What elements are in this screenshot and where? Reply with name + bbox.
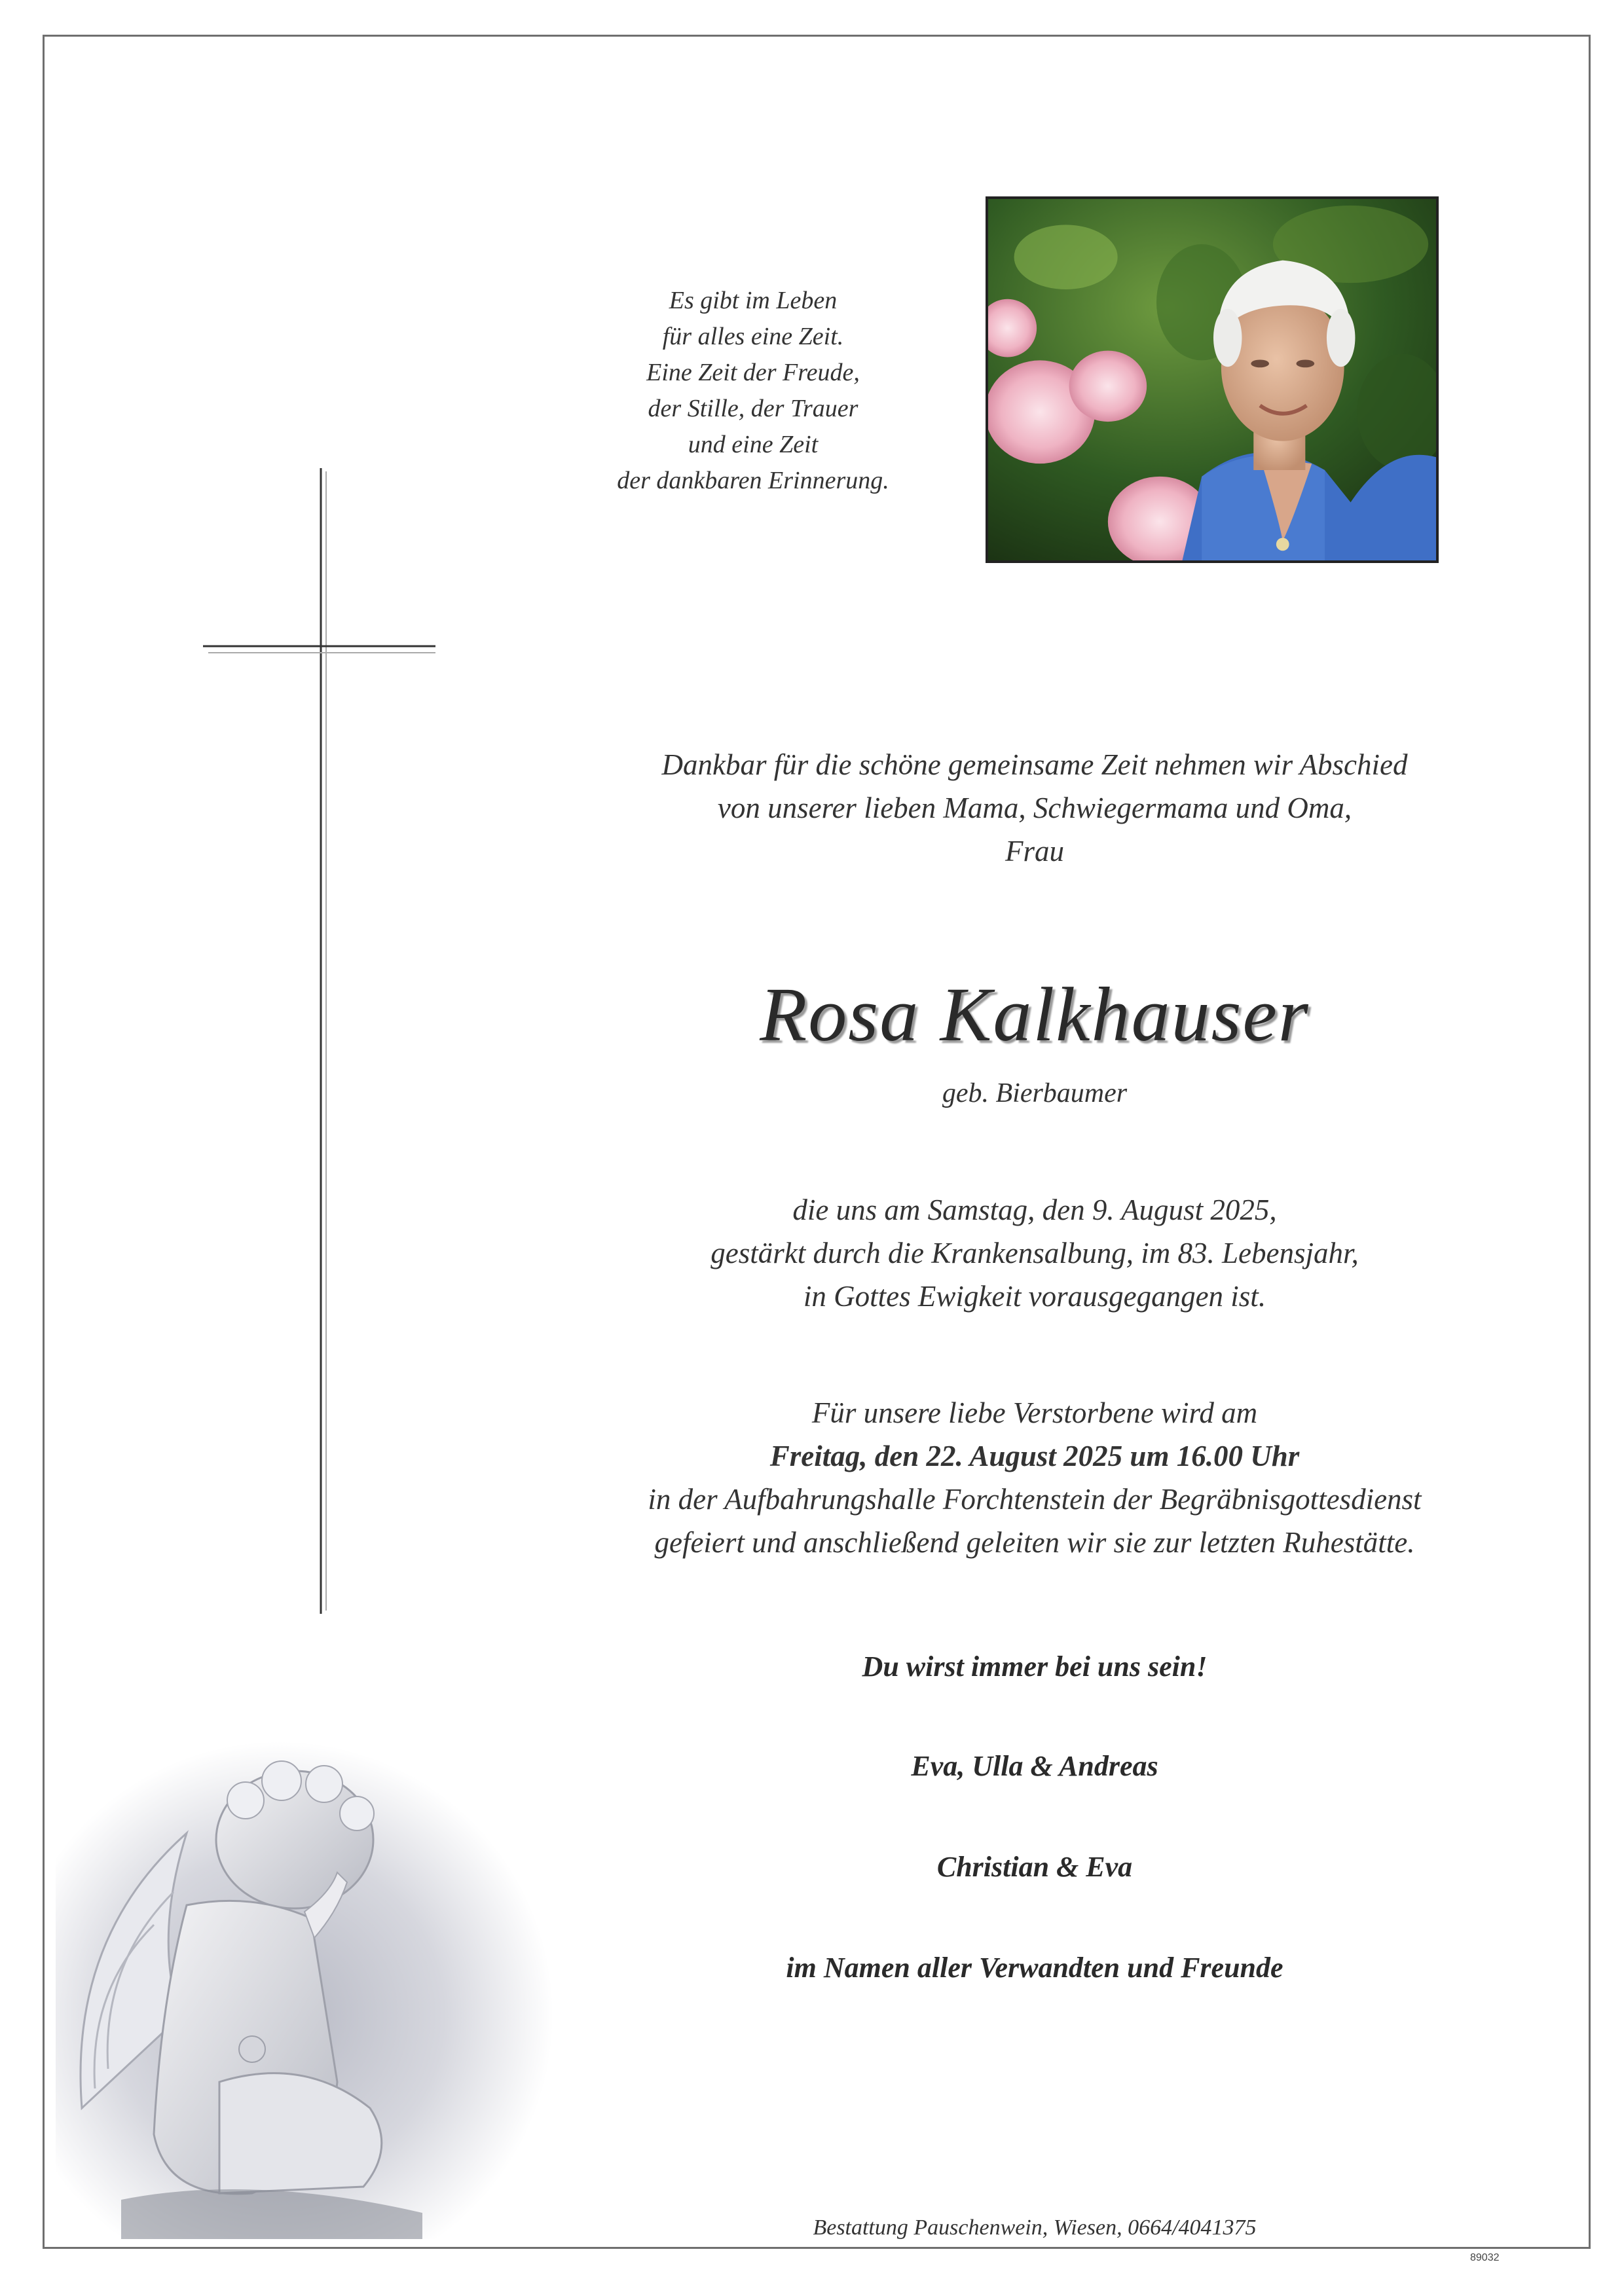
closing-motto: Du wirst immer bei uns sein!	[862, 1650, 1208, 1683]
intro-text	[576, 743, 1493, 873]
mourners-line: Eva, Ulla & Andreas	[911, 1750, 1158, 1782]
poem-line: der Stille, der Trauer	[648, 395, 858, 422]
death-line: in Gottes Ewigkeit vorausgegangen ist.	[803, 1280, 1266, 1313]
funeral-line: Für unsere liebe Verstorbene wird am	[811, 1396, 1258, 1429]
print-code: 89032	[1470, 2252, 1500, 2263]
undertaker-footer: Bestattung Pauschenwein, Wiesen, 0664/4041375	[813, 2215, 1257, 2240]
funeral-date-time: Freitag, den 22. August 2025 um 16.00 Uhr	[769, 1440, 1300, 1472]
cross-icon	[203, 468, 445, 1614]
poem-line: für alles eine Zeit.	[662, 323, 844, 350]
intro-line: Dankbar für die schöne gemeinsame Zeit nehmen wir Abschied	[661, 748, 1408, 781]
funeral-line: gefeiert und anschließend geleiten wir sie zur letzten Ruhestätte.	[654, 1526, 1415, 1559]
death-line: die uns am Samstag, den 9. August 2025,	[792, 1194, 1277, 1226]
poem-line: der dankbaren Erinnerung.	[617, 467, 889, 494]
angel-icon	[56, 1741, 553, 2239]
mourners-line: im Namen aller Verwandten und Freunde	[786, 1952, 1283, 1984]
mourners-line: Christian & Eva	[936, 1851, 1133, 1883]
poem	[511, 283, 995, 499]
poem-line: und eine Zeit	[688, 431, 819, 458]
funeral-line: in der Aufbahrungshalle Forchtenstein der Begräbnisgottesdienst	[648, 1483, 1422, 1516]
death-notice	[576, 1188, 1493, 1318]
birth-name: geb. Bierbaumer	[942, 1078, 1128, 1108]
funeral-notice	[576, 1391, 1493, 1564]
poem-line: Eine Zeit der Freude,	[646, 359, 860, 386]
deceased-name: Rosa Kalkhauser	[760, 972, 1310, 1057]
intro-line: von unserer lieben Mama, Schwiegermama und Oma,	[717, 792, 1352, 824]
poem-line: Es gibt im Leben	[669, 287, 838, 314]
death-line: gestärkt durch die Krankensalbung, im 83. Lebensjahr,	[710, 1237, 1359, 1269]
portrait-photo	[986, 196, 1439, 563]
intro-line: Frau	[1005, 835, 1064, 867]
